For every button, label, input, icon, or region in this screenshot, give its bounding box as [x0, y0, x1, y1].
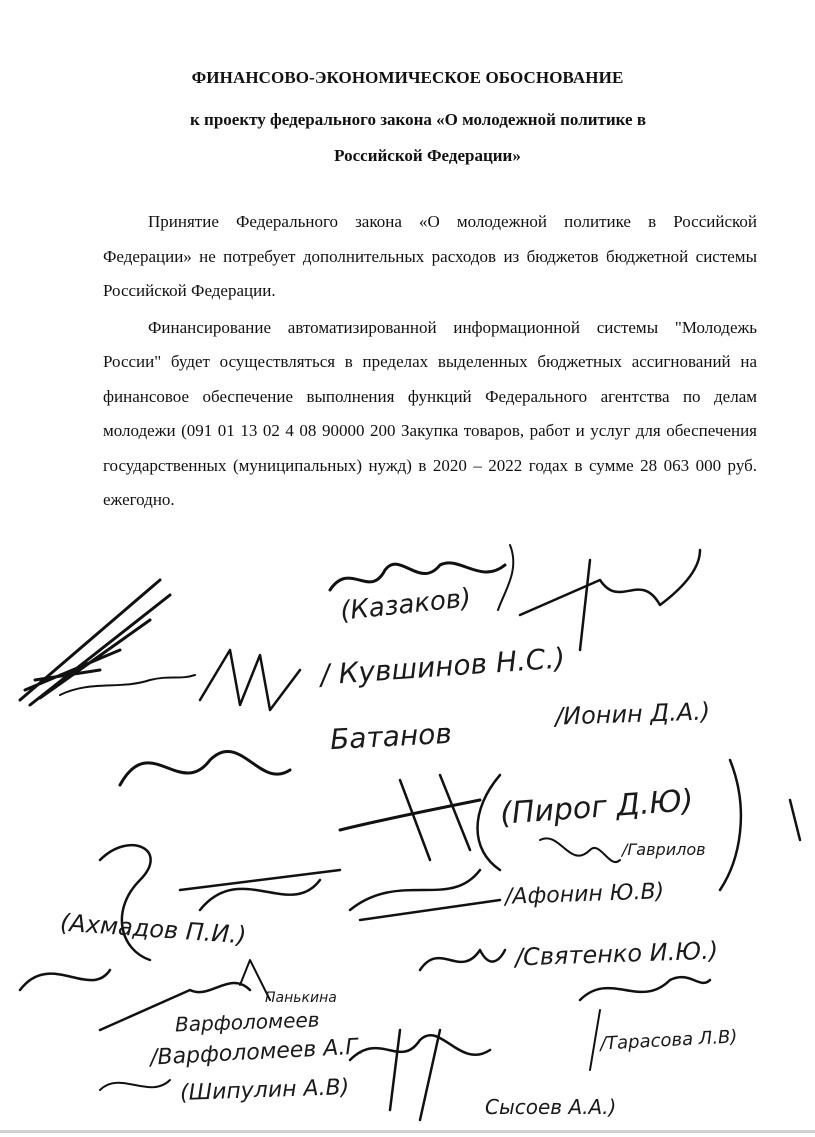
paragraph-1: Принятие Федерального закона «О молодежной политике в Российской Федерации» не потребует дополнительных расходов из бюджетов бюджетной системы Российской Федерации.: [103, 212, 757, 300]
signature-label: / Кувшинов Н.С.): [319, 641, 567, 692]
signature-mark: [400, 775, 470, 860]
signature-mark: [520, 550, 700, 615]
signature-mark: [540, 838, 620, 862]
signature-label: Варфоломеев: [174, 1007, 320, 1037]
signature-mark: [200, 650, 300, 710]
signatures-area: [0, 530, 815, 1130]
page-bottom-edge: [0, 1130, 815, 1133]
signature-mark: [350, 1035, 490, 1060]
document-title: ФИНАНСОВО-ЭКОНОМИЧЕСКОЕ ОБОСНОВАНИЕ: [191, 68, 624, 87]
signature-mark: [590, 1010, 600, 1070]
signature-mark: [330, 563, 505, 590]
signature-mark: [478, 775, 501, 870]
signature-label: /Ионин Д.А.): [554, 697, 711, 731]
signature-label: Батанов: [329, 716, 453, 757]
signature-label: /Святенко И.Ю.): [514, 936, 719, 972]
document-subtitle-line1: к проекту федерального закона «О молодежной политике в: [190, 110, 647, 129]
signature-mark: [120, 751, 290, 785]
signature-mark: [60, 675, 195, 695]
signature-mark: [350, 870, 500, 920]
signature-mark: [498, 545, 513, 610]
signature-label: /Гаврилов: [622, 840, 706, 859]
signature-label: /Варфоломеев А.Г.: [149, 1034, 366, 1071]
document-subtitle-line2: Российской Федерации»: [334, 146, 521, 165]
signature-mark: [420, 950, 505, 970]
signature-label: Панькина: [265, 990, 337, 1006]
document-body: [103, 205, 757, 520]
signature-label: Сысоев А.А.): [485, 1095, 617, 1119]
signature-mark: [20, 970, 110, 990]
paragraph-2: Финансирование автоматизированной информационной системы "Молодежь России" будет осуществляться в пределах выделенных бюджетных ассигнований на финансовое обеспечение выполнения функций Федерального агентства по делам молодежи (091 01 13 02 4 08 90000 200 Закупка товаров, работ и услуг для обеспечения государственных (муниципальных) нужд) в 2020 – 2022 годах в сумме 28 063 000 руб. ежегодно.: [103, 317, 757, 509]
signature-mark: [580, 560, 590, 650]
signature-mark: [580, 977, 710, 1000]
signature-mark: [720, 760, 800, 890]
signature-mark: [180, 870, 340, 910]
signature-label: (Казаков): [338, 583, 473, 627]
signature-label: (Шипулин А.В): [179, 1075, 350, 1106]
signature-mark: [100, 1080, 170, 1090]
signature-mark: [390, 1030, 440, 1120]
signature-label: (Пирог Д.Ю): [499, 783, 695, 832]
signature-label: /Тарасова Л.В): [599, 1026, 738, 1055]
signature-label: /Афонин Ю.В): [504, 879, 665, 910]
signature-label: (Ахмадов П.И.): [59, 908, 248, 950]
signature-mark: [100, 845, 151, 960]
